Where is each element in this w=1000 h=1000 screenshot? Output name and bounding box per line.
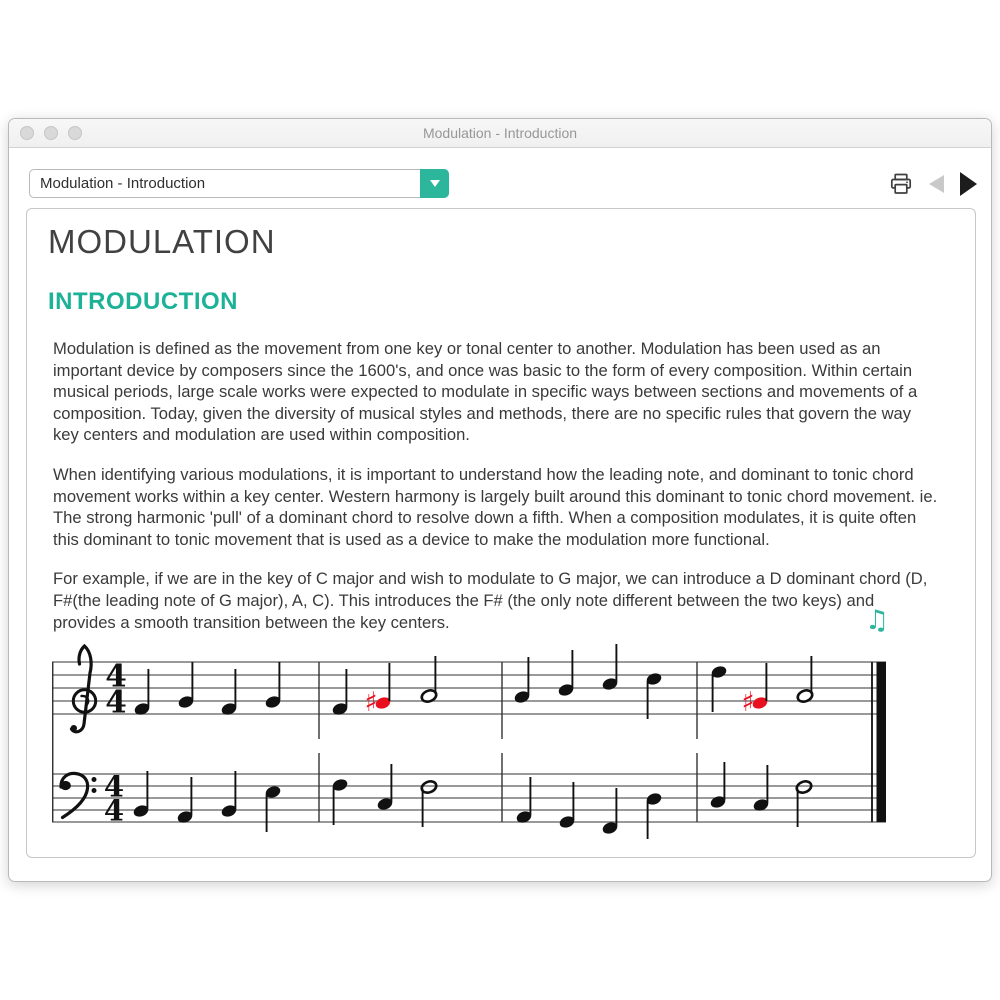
article-paragraph: For example, if we are in the key of C major and wish to modulate to G major, we can introduce a D dominant chord (D, F#(the leading note of G major), A, C). This introduces the F# (the only note different between the two keys) and provides a smooth transition between the key centers. xyxy=(53,569,928,632)
title-bar xyxy=(9,119,991,148)
play-audio-icon[interactable]: ♫ xyxy=(865,605,890,636)
printer-icon xyxy=(889,172,913,196)
forward-arrow-icon[interactable] xyxy=(960,172,977,196)
section-heading: INTRODUCTION xyxy=(48,288,238,315)
chevron-down-icon xyxy=(430,180,440,187)
content-panel xyxy=(26,208,976,858)
article-paragraph: When identifying various modulations, it is important to understand how the leading note, and dominant to tonic chord movement works within a key center. Western harmony is largely built around this dominant to tonic chord movement. ie. The strong harmonic 'pull' of a dominant chord to resolve down a fifth. When a composition modulates, it is quite often this dominant to tonic movement that is used as a device to make the modulation more functional. xyxy=(53,464,938,549)
topic-dropdown-value: Modulation - Introduction xyxy=(40,175,206,192)
svg-text:4: 4 xyxy=(103,769,125,804)
topic-dropdown[interactable] xyxy=(29,169,449,198)
print-button[interactable] xyxy=(889,172,913,196)
window-title: Modulation - Introduction xyxy=(422,125,578,141)
app-window xyxy=(8,118,992,882)
svg-text:♯: ♯ xyxy=(364,687,378,718)
svg-text:4: 4 xyxy=(103,793,125,828)
article-paragraph: Modulation is defined as the movement from one key or tonal center to another. Modulation has been used as an important device by composers since the 1600's, and once was basic to the form of every composition. Within certain musical periods, large scale works were expected to modulate in specific ways between sections and movements of a composition. Today, given the diversity of musical styles and methods, there are no specific rules that govern the way key centers and modulation are used within composition. xyxy=(53,339,918,445)
dropdown-open-button[interactable] xyxy=(420,169,449,198)
svg-text:4: 4 xyxy=(105,658,127,695)
svg-text:♯: ♯ xyxy=(741,687,755,718)
page-title: MODULATION xyxy=(48,223,276,260)
music-score xyxy=(52,642,892,847)
toolbar-nav xyxy=(889,169,977,199)
svg-text:4: 4 xyxy=(105,684,127,721)
back-arrow-icon[interactable] xyxy=(929,175,944,193)
